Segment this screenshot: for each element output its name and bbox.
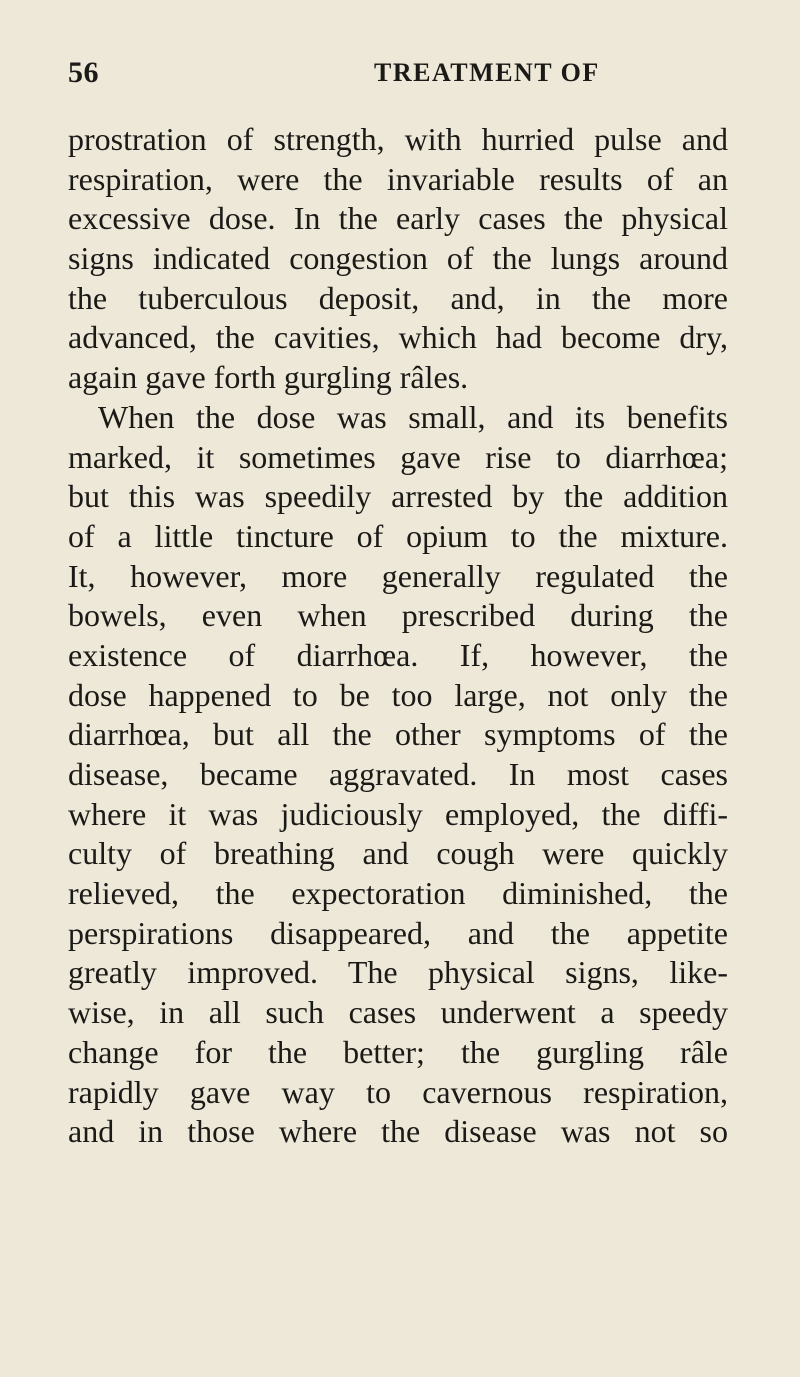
text-line: rapidly gave way to cavernous respiration, (68, 1073, 728, 1110)
text-line: marked, it sometimes gave rise to diarrhœa; (68, 438, 728, 475)
text-line: respiration, were the invariable results of an (68, 160, 728, 197)
text-line: culty of breathing and cough were quickly (68, 835, 728, 872)
body-text (68, 120, 728, 1152)
text-line: again gave forth gurgling râles. (68, 359, 469, 396)
text-line: where it was judiciously employed, the diffi- (68, 795, 728, 832)
text-line: perspirations disappeared, and the appetite (68, 914, 728, 951)
paragraph-first-line: When the dose was small, and its benefits (98, 398, 728, 435)
text-line: dose happened to be too large, not only the (68, 676, 728, 713)
text-line: but this was speedily arrested by the addition (68, 478, 728, 515)
text-line: the tuberculous deposit, and, in the more (68, 279, 728, 316)
text-line: bowels, even when prescribed during the (68, 597, 728, 634)
text-line: and in those where the disease was not so (68, 1113, 728, 1150)
text-line: disease, became aggravated. In most cases (68, 756, 728, 792)
text-line: advanced, the cavities, which had become dry, (68, 319, 728, 356)
text-line: existence of diarrhœa. If, however, the (68, 636, 728, 673)
text-line: relieved, the expectoration diminished, the (68, 875, 728, 912)
text-line: of a little tincture of opium to the mixture. (68, 517, 728, 554)
text-line: diarrhœa, but all the other symptoms of the (68, 716, 728, 753)
text-line: signs indicated congestion of the lungs around (68, 240, 728, 277)
text-line: prostration of strength, with hurried pulse and (68, 121, 728, 157)
text-line: wise, in all such cases underwent a speedy (68, 994, 728, 1031)
text-line: excessive dose. In the early cases the physical (68, 200, 728, 237)
running-head (68, 56, 728, 96)
page-number: 56 (68, 56, 99, 89)
running-title: TREATMENT OF (374, 58, 600, 87)
text-line: It, however, more generally regulated the (68, 557, 728, 594)
text-line: greatly improved. The physical signs, like- (68, 954, 728, 991)
text-line: change for the better; the gurgling râle (68, 1033, 728, 1070)
